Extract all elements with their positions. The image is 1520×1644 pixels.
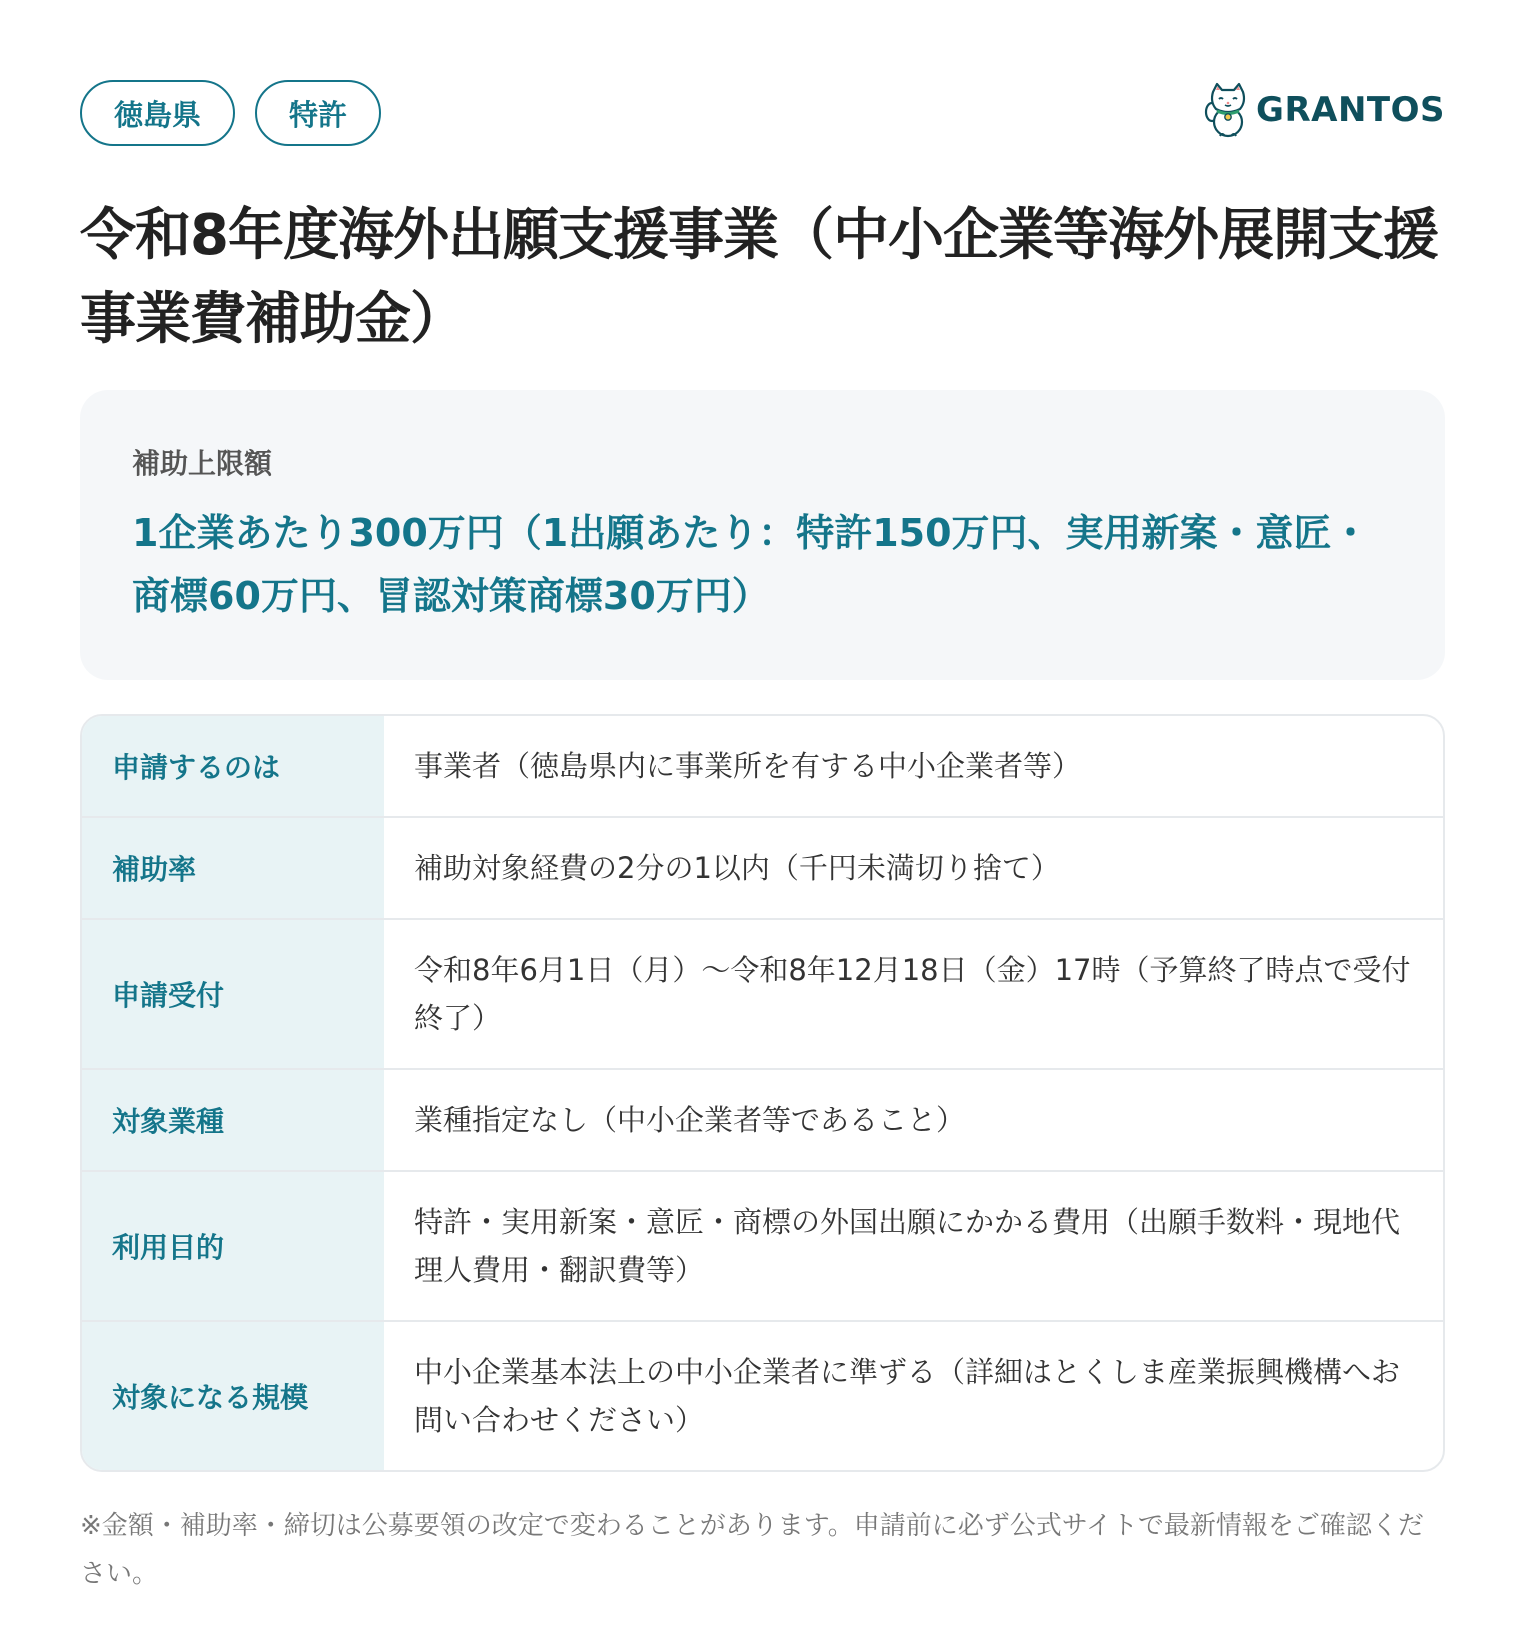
table-row-subsidy-rate bbox=[82, 816, 1443, 918]
row-value: 事業者（徳島県内に事業所を有する中小企業者等） bbox=[414, 749, 1082, 783]
row-value: 補助対象経費の2分の1以内（千円未満切り捨て） bbox=[414, 851, 1060, 885]
tag-prefecture[interactable]: 徳島県 bbox=[80, 80, 235, 146]
row-value: 業種指定なし（中小企業者等であること） bbox=[414, 1103, 966, 1137]
brand-logo-text: GRANTOS bbox=[1256, 90, 1445, 130]
subsidy-limit-box bbox=[80, 390, 1445, 680]
row-label: 対象になる規模 bbox=[82, 1322, 384, 1470]
row-label: 申請受付 bbox=[82, 920, 384, 1068]
tag-category[interactable]: 特許 bbox=[255, 80, 381, 146]
table-row-applicant bbox=[82, 716, 1443, 816]
subsidy-limit-value: 1企業あたり300万円（1出願あたり：特許150万円、実用新案・意匠・商標60万円、冒認対策商標30万円） bbox=[132, 511, 1370, 618]
row-value: 中小企業基本法上の中小企業者に準ずる（詳細はとくしま産業振興機構へお問い合わせください） bbox=[414, 1355, 1401, 1437]
row-label: 申請するのは bbox=[82, 716, 384, 816]
maneki-neko-cat-icon bbox=[1204, 82, 1250, 138]
table-row-industry bbox=[82, 1068, 1443, 1170]
brand-logo[interactable] bbox=[1204, 82, 1445, 138]
row-label: 補助率 bbox=[82, 818, 384, 918]
row-value: 令和8年6月1日（月）〜令和8年12月18日（金）17時（予算終了時点で受付終了） bbox=[414, 953, 1411, 1035]
table-row-application-period bbox=[82, 918, 1443, 1068]
grant-detail-page bbox=[80, 80, 1445, 1598]
info-table bbox=[80, 714, 1445, 1472]
header bbox=[80, 80, 1445, 150]
subsidy-limit-label: 補助上限額 bbox=[132, 447, 273, 480]
table-row-purpose bbox=[82, 1170, 1443, 1320]
page-title: 令和8年度海外出願支援事業（中小企業等海外展開支援事業費補助金） bbox=[80, 203, 1438, 352]
disclaimer-note: ※金額・補助率・締切は公募要領の改定で変わることがあります。申請前に必ず公式サイトで最新情報をご確認ください。 bbox=[80, 1511, 1424, 1589]
tag-list bbox=[80, 80, 381, 146]
row-label: 利用目的 bbox=[82, 1172, 384, 1320]
row-label: 対象業種 bbox=[82, 1070, 384, 1170]
table-row-company-size bbox=[82, 1320, 1443, 1470]
row-value: 特許・実用新案・意匠・商標の外国出願にかかる費用（出願手数料・現地代理人費用・翻訳費等） bbox=[414, 1205, 1401, 1287]
